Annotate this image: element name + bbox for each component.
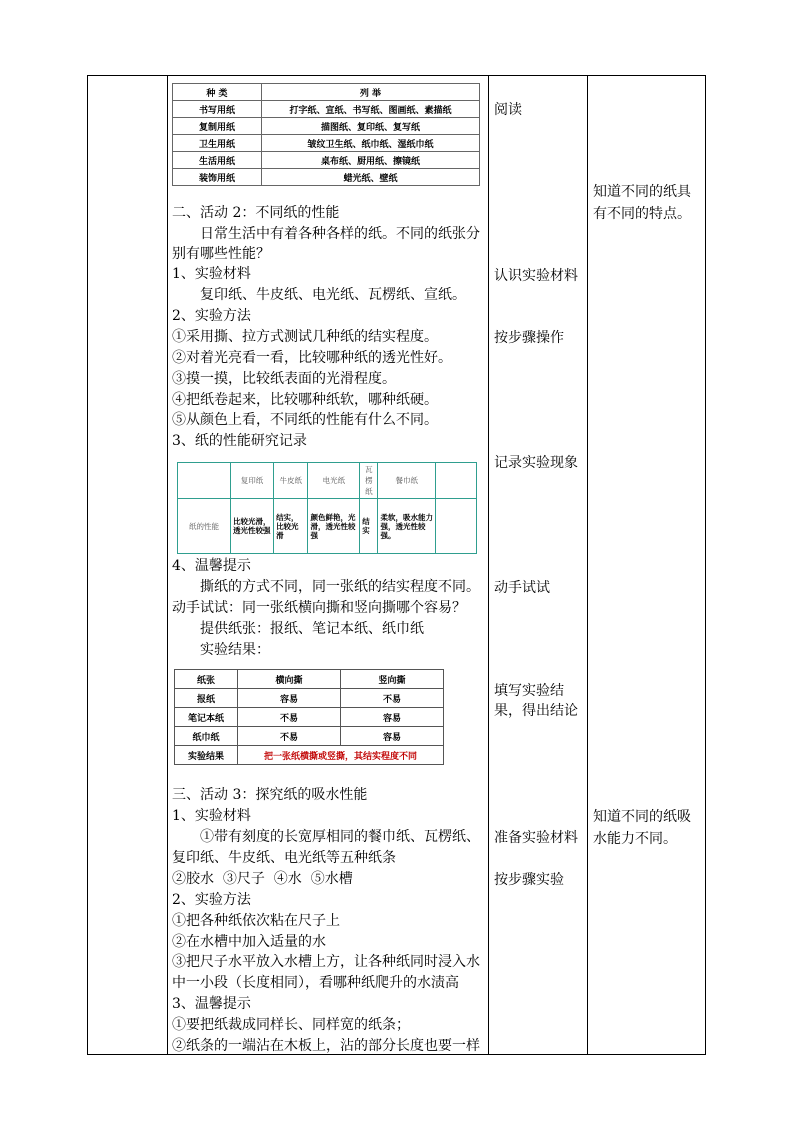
method-step: ②在水槽中加入适量的水 <box>172 934 326 950</box>
table-row <box>175 746 444 765</box>
activity-note: 准备实验材料 <box>494 830 578 846</box>
activity-note: 记录实验现象 <box>494 455 578 471</box>
activity-note: 阅读 <box>494 102 522 118</box>
method-heading: 2、实验方法 <box>172 308 251 324</box>
table-cell: 实验结果 <box>175 746 238 765</box>
materials-text: ①带有刻度的长宽厚相同的餐巾纸、瓦楞纸、 <box>200 829 480 845</box>
tips-heading: 3、温馨提示 <box>172 996 251 1012</box>
materials-heading: 1、实验材料 <box>172 266 251 282</box>
table-cell: 描图纸、复印纸、复写纸 <box>262 118 480 135</box>
column-divider-2 <box>488 75 489 1055</box>
table-row <box>175 689 444 708</box>
materials-text: 复印纸、牛皮纸、电光纸、瓦楞纸、宣纸。 <box>200 287 466 303</box>
table-row <box>173 118 480 135</box>
row-label: 纸的性能 <box>178 499 231 554</box>
table-cell: 容易 <box>340 708 443 727</box>
method-step: ②对着光亮看一看，比较哪种纸的透光性好。 <box>172 350 452 366</box>
table-cell: 不易 <box>340 689 443 708</box>
table-cell: 结实 <box>360 499 378 554</box>
table-cell: 柔软，吸水能力强，透光性较强。 <box>378 499 436 554</box>
tearing-result-table <box>174 669 444 765</box>
goal-text: 知道不同的纸具有不同的特点。 <box>593 184 691 222</box>
table-row <box>175 727 444 746</box>
method-heading: 2、实验方法 <box>172 892 251 908</box>
kinds-header: 列 举 <box>262 84 480 101</box>
table-cell: 不易 <box>238 727 341 746</box>
table-cell: 结实，比较光滑 <box>274 499 308 554</box>
record-heading: 3、纸的性能研究记录 <box>172 433 307 449</box>
table-row <box>173 135 480 152</box>
table-cell: 桌布纸、厨用纸、擦镜纸 <box>262 152 480 169</box>
method-step: ④把纸卷起来，比较哪种纸软，哪种纸硬。 <box>172 392 438 408</box>
method-step: ①采用撕、拉方式测试几种纸的结实程度。 <box>172 329 438 345</box>
table-cell: 牛皮纸 <box>274 463 308 499</box>
activity-note: 填写实验结果，得出结论 <box>494 683 578 719</box>
tips-text: ①要把纸裁成同样长、同样宽的纸条； <box>172 1017 410 1033</box>
table-row <box>173 152 480 169</box>
table-cell: 纸巾纸 <box>175 727 238 746</box>
table-row <box>178 463 477 499</box>
activity3-heading: 三、活动 3：探究纸的吸水性能 <box>172 787 368 803</box>
method-step: ③摸一摸，比较纸表面的光滑程度。 <box>172 371 396 387</box>
activity2-intro: 别有哪些性能？ <box>172 246 270 262</box>
activity2-heading: 二、活动 2：不同纸的性能 <box>172 205 340 221</box>
table-cell <box>436 463 477 499</box>
table-cell: 比较光滑，透光性较强 <box>231 499 274 554</box>
table-cell: 复印纸 <box>231 463 274 499</box>
table-cell <box>178 463 231 499</box>
column-divider-3 <box>587 75 588 1055</box>
kinds-header: 种 类 <box>173 84 262 101</box>
table-row <box>173 101 480 118</box>
table-cell: 卫生用纸 <box>173 135 262 152</box>
materials-heading: 1、实验材料 <box>172 808 251 824</box>
method-step: ①把各种纸依次粘在尺子上 <box>172 913 340 929</box>
table-cell: 皱纹卫生纸、纸巾纸、湿纸巾纸 <box>262 135 480 152</box>
materials-text: 复印纸、牛皮纸、电光纸等五种纸条 <box>172 850 396 866</box>
table-cell: 电光纸 <box>308 463 360 499</box>
tips-text: ②纸条的一端沾在木板上，沾的部分长度也要一样 <box>172 1038 480 1054</box>
table-row <box>175 670 444 689</box>
activity-note: 动手试试 <box>494 580 550 596</box>
tips-text: 动手试试：同一张纸横向撕和竖向撕哪个容易？ <box>172 600 466 616</box>
table-cell: 颜色鲜艳，光滑，透光性较强 <box>308 499 360 554</box>
table-cell: 横向撕 <box>238 670 341 689</box>
table-cell: 不易 <box>238 708 341 727</box>
materials-text: ②胶水 ③尺子 ④水 ⑤水槽 <box>172 871 353 887</box>
tips-heading: 4、温馨提示 <box>172 558 251 574</box>
activity-note: 认识实验材料 <box>494 268 578 284</box>
result-conclusion: 把一张纸横撕或竖撕，其结实程度不同 <box>238 746 444 765</box>
table-cell: 生活用纸 <box>173 152 262 169</box>
tips-text: 撕纸的方式不同，同一张纸的结实程度不同。 <box>200 579 480 595</box>
activity-note: 按步骤实验 <box>494 872 564 888</box>
table-row <box>173 169 480 186</box>
table-cell <box>436 499 477 554</box>
result-label: 实验结果： <box>200 642 270 658</box>
table-cell: 竖向撕 <box>340 670 443 689</box>
activity-note: 按步骤操作 <box>494 330 564 346</box>
column-divider-1 <box>167 75 168 1055</box>
provide-text: 提供纸张：报纸、笔记本纸、纸巾纸 <box>200 621 424 637</box>
table-cell: 容易 <box>340 727 443 746</box>
method-step: ③把尺子水平放入水槽上方，让各种纸同时浸入水 <box>172 954 480 970</box>
method-step: ⑤从颜色上看，不同纸的性能有什么不同。 <box>172 412 438 428</box>
table-cell: 报纸 <box>175 689 238 708</box>
table-cell: 打字纸、宣纸、书写纸、图画纸、素描纸 <box>262 101 480 118</box>
paper-properties-table <box>177 462 477 554</box>
goal-text: 知道不同的纸吸水能力不同。 <box>593 809 691 847</box>
table-row <box>175 708 444 727</box>
table-cell: 笔记本纸 <box>175 708 238 727</box>
activity2-intro: 日常生活中有着各种各样的纸。不同的纸张分 <box>200 226 480 242</box>
method-step: 中一小段（长度相同），看哪种纸爬升的水渍高 <box>172 975 459 991</box>
table-row <box>178 499 477 554</box>
table-cell: 餐巾纸 <box>378 463 436 499</box>
table-cell: 书写用纸 <box>173 101 262 118</box>
paper-kinds-table <box>172 83 480 186</box>
table-cell: 纸张 <box>175 670 238 689</box>
table-cell: 容易 <box>238 689 341 708</box>
table-cell: 复制用纸 <box>173 118 262 135</box>
table-cell: 瓦楞纸 <box>360 463 378 499</box>
table-cell: 蜡光纸、壁纸 <box>262 169 480 186</box>
table-cell: 装饰用纸 <box>173 169 262 186</box>
